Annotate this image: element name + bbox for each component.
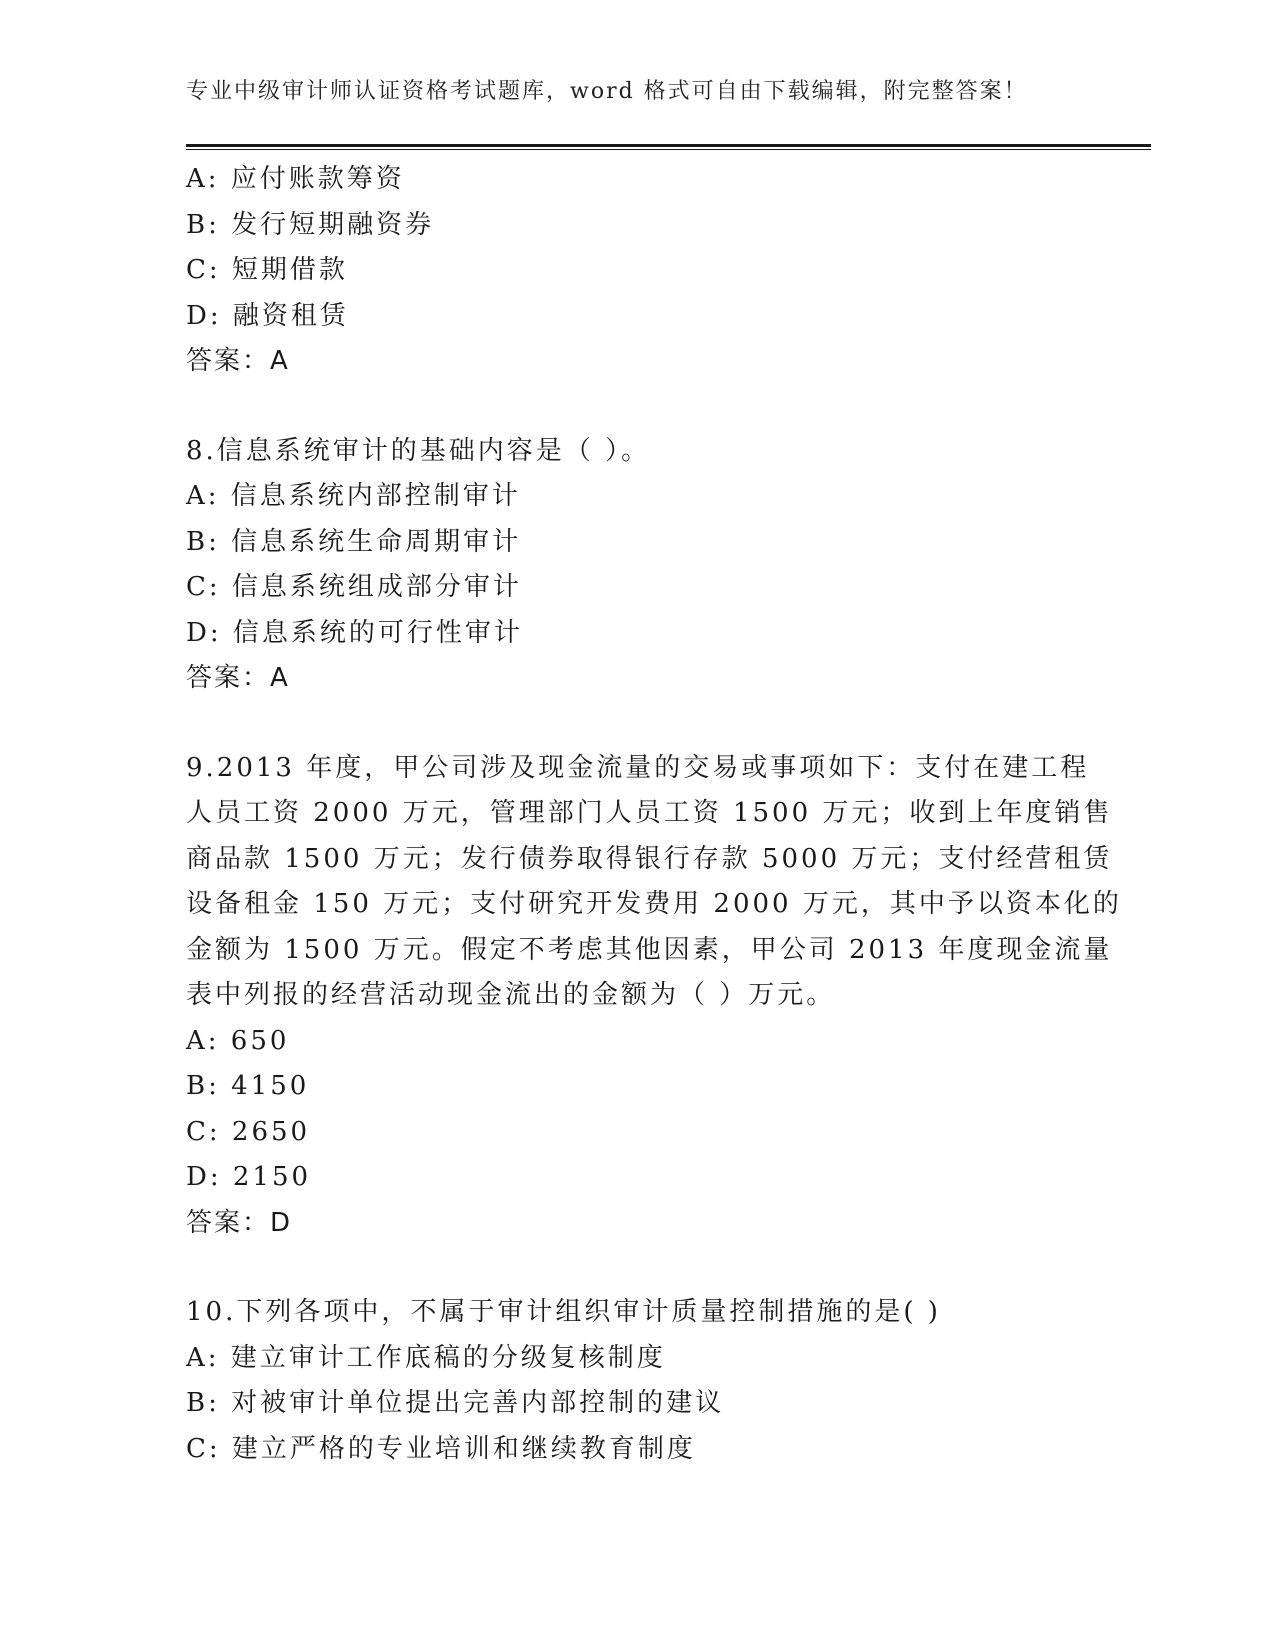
option-d: D: 融资租赁: [186, 300, 349, 331]
answer-line: 答案：D: [186, 1207, 293, 1238]
question-10: [186, 1290, 1146, 1472]
spacer: [186, 385, 1146, 429]
question-stem-line: 表中列报的经营活动现金流出的金额为（ ）万元。: [186, 980, 836, 1010]
question-stem-line: 金额为 1500 万元。假定不考虑其他因素，甲公司 2013 年度现金流量: [186, 934, 1113, 965]
question-9: [186, 746, 1146, 1247]
option-c: C: 信息系统组成部分审计: [186, 572, 522, 602]
option-b: B: 4150: [186, 1071, 310, 1101]
header-divider: [186, 144, 1151, 150]
option-a: A: 信息系统内部控制审计: [186, 481, 521, 511]
spacer: [186, 1246, 1146, 1290]
question-stem-line: 人员工资 2000 万元，管理部门人员工资 1500 万元；收到上年度销售: [186, 798, 1113, 828]
question-8: [186, 429, 1146, 702]
page-header: 专业中级审计师认证资格考试题库，word 格式可自由下载编辑，附完整答案！: [186, 79, 1028, 104]
question-stem-line: 9.2013 年度，甲公司涉及现金流量的交易或事项如下：支付在建工程: [186, 752, 1090, 783]
option-c: C: 2650: [186, 1116, 311, 1147]
answer-line: 答案：A: [186, 663, 290, 693]
option-d: D: 2150: [186, 1162, 312, 1192]
question-stem-line: 设备租金 150 万元；支付研究开发费用 2000 万元，其中予以资本化的: [186, 889, 1122, 919]
option-b: B: 对被审计单位提出完善内部控制的建议: [186, 1388, 725, 1418]
option-b: B: 发行短期融资券: [186, 209, 435, 240]
option-d: D: 信息系统的可行性审计: [186, 617, 523, 648]
question-list: [186, 157, 1146, 1472]
option-a: A: 应付账款筹资: [186, 164, 405, 194]
question-7: [186, 157, 1146, 385]
option-c: C: 建立严格的专业培训和继续教育制度: [186, 1433, 696, 1464]
question-stem: 10.下列各项中，不属于审计组织审计质量控制措施的是( ): [186, 1297, 941, 1327]
option-a: A: 650: [186, 1025, 290, 1056]
answer-line: 答案：A: [186, 346, 290, 376]
option-a: A: 建立审计工作底稿的分级复核制度: [186, 1342, 666, 1373]
spacer: [186, 702, 1146, 746]
question-stem-line: 商品款 1500 万元；发行债券取得银行存款 5000 万元；支付经营租赁: [186, 843, 1113, 874]
option-b: B: 信息系统生命周期审计: [186, 526, 522, 557]
option-c: C: 短期借款: [186, 255, 348, 285]
question-stem: 8.信息系统审计的基础内容是（ ）。: [186, 435, 651, 466]
